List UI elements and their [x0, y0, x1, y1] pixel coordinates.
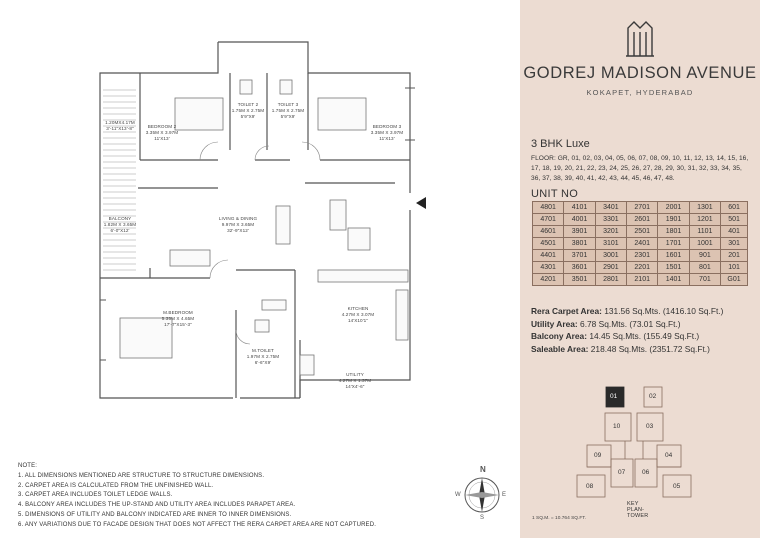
- unit-table-row: [533, 250, 748, 262]
- compass-east: E: [502, 492, 507, 498]
- unit-table-cell: G01: [721, 274, 748, 286]
- unit-table-row: [533, 262, 748, 274]
- unit-table-cell: 3701: [564, 250, 595, 262]
- unit-table-cell: 3201: [595, 226, 626, 238]
- unit-table-cell: 4801: [533, 202, 564, 214]
- keyplan-unit-06: 06: [642, 469, 650, 476]
- unit-table-cell: 4601: [533, 226, 564, 238]
- unit-table-cell: 2601: [627, 214, 658, 226]
- room-balcony-label: BALCONY 1.82M X 3.65M 6'-0"X12': [103, 216, 137, 233]
- unit-table-cell: 2801: [595, 274, 626, 286]
- unit-table-cell: 3301: [595, 214, 626, 226]
- compass-north: N: [480, 465, 486, 474]
- unit-table-cell: 2201: [627, 262, 658, 274]
- unit-table-cell: 901: [689, 250, 720, 262]
- room-bedroom2-label: BEDROOM 2 3.35M X 3.97M 11'X13': [145, 124, 179, 141]
- brand-logo-icon: [624, 20, 656, 58]
- keyplan-unit-07: 07: [618, 469, 626, 476]
- keyplan-unit-03: 03: [646, 423, 654, 430]
- unit-table-cell: 501: [721, 214, 748, 226]
- note-line: 6. ANY VARIATIONS DUE TO FACADE DESIGN THAT DOES NOT AFFECT THE RERA CARPET AREA ARE NOT CAPTURED.: [18, 521, 377, 528]
- unit-table-cell: 4301: [533, 262, 564, 274]
- compass-south: S: [480, 515, 485, 521]
- area-details: [531, 305, 723, 355]
- unit-table-cell: 301: [721, 238, 748, 250]
- unit-table-cell: 1201: [689, 214, 720, 226]
- unit-table-cell: 101: [721, 262, 748, 274]
- note-line: 3. CARPET AREA INCLUDES TOILET LEDGE WALLS.: [18, 492, 173, 499]
- floor-list: FLOOR: GR, 01, 02, 03, 04, 05, 06, 07, 08, 09, 10, 11, 12, 13, 14, 15, 16, 17, 18, 19, 20, 21, 22, 23, 24, 25, 26, 27, 28, 29, 30, 31, 32, 33, 34, 35, 36, 37, 38, 39, 40, 41, 42, 43, 44, 45, 46, 47, 48.: [531, 155, 749, 182]
- unit-type: 3 BHK Luxe: [531, 138, 590, 150]
- note-line: 4. BALCONY AREA INCLUDES THE UP-STAND AND UTILITY AREA INCLUDES PARAPET AREA.: [18, 502, 296, 509]
- unit-table-cell: 3601: [564, 262, 595, 274]
- brand-location: KOKAPET, HYDERABAD: [586, 88, 694, 97]
- notes-title: NOTE:: [18, 463, 38, 469]
- unit-table-cell: 3001: [595, 250, 626, 262]
- area-line-balcony: Balcony Area: 14.45 Sq.Mts. (155.49 Sq.Ft.): [531, 331, 700, 342]
- unit-table-cell: 1901: [658, 214, 689, 226]
- notes-block: [18, 462, 438, 531]
- unit-table-cell: 2301: [627, 250, 658, 262]
- unit-table-cell: 1101: [689, 226, 720, 238]
- area-line-utility: Utility Area: 6.78 Sq.Mts. (73.01 Sq.Ft.): [531, 318, 681, 329]
- unit-table-cell: 1401: [658, 274, 689, 286]
- unit-table-row: [533, 214, 748, 226]
- unit-table-cell: 4001: [564, 214, 595, 226]
- unit-table-cell: 1501: [658, 262, 689, 274]
- unit-table-cell: 201: [721, 250, 748, 262]
- brand-name: GODREJ MADISON AVENUE: [523, 64, 757, 82]
- room-mtoilet-label: M.TOILET 1.97M X 2.75M 6'-6"X9': [246, 348, 280, 365]
- note-line: 5. DIMENSIONS OF UTILITY AND BALCONY INDICATED ARE INNER TO INNER DIMENSIONS.: [18, 511, 292, 518]
- note-line: 1. ALL DIMENSIONS MENTIONED ARE STRUCTURE TO STRUCTURE DIMENSIONS.: [18, 472, 265, 479]
- keyplan-unit-01: 01: [610, 393, 618, 400]
- unit-table-row: [533, 274, 748, 286]
- room-bedroom3-label: BEDROOM 3 3.35M X 3.97M 11'X13': [370, 124, 404, 141]
- unit-table-cell: 3801: [564, 238, 595, 250]
- unit-table-cell: 3101: [595, 238, 626, 250]
- unit-table-cell: 2101: [627, 274, 658, 286]
- unit-table-cell: 3901: [564, 226, 595, 238]
- unit-table-cell: 2001: [658, 202, 689, 214]
- room-kitchen-label: KITCHEN 4.27M X 3.07M 14'X10'1": [341, 306, 375, 323]
- compass-west: W: [455, 492, 461, 498]
- room-toilet2-label: TOILET 2 1.75M X 2.75M 5'9"X9': [231, 102, 265, 119]
- note-line: 2. CARPET AREA IS CALCULATED FROM THE UNFINISHED WALL.: [18, 482, 214, 489]
- keyplan-unit-09: 09: [594, 452, 602, 459]
- unit-table-cell: 4701: [533, 214, 564, 226]
- keyplan-unit-10: 10: [613, 423, 621, 430]
- area-line-saleable: Saleable Area: 218.48 Sq.Mts. (2351.72 Sq.Ft.): [531, 343, 710, 354]
- unit-table-cell: 801: [689, 262, 720, 274]
- keyplan-unit-08: 08: [586, 483, 594, 490]
- unit-table-cell: 2901: [595, 262, 626, 274]
- conversion-note: 1 SQ.M. = 10.764 SQ.FT.: [532, 516, 586, 521]
- keyplan-unit-04: 04: [665, 452, 673, 459]
- compass: [454, 464, 510, 524]
- unit-number-table: [532, 201, 748, 286]
- unit-table-cell: 4101: [564, 202, 595, 214]
- unit-table-cell: 1001: [689, 238, 720, 250]
- unit-no-label: UNIT NO: [531, 188, 579, 200]
- keyplan-unit-05: 05: [673, 483, 681, 490]
- unit-table-cell: 4501: [533, 238, 564, 250]
- room-utility-label: UTILITY 4.27M X 1.37M 14'X4'-6": [338, 372, 372, 389]
- room-living-label: LIVING & DINING 9.97M X 3.65M 32'-9"X12': [218, 216, 258, 233]
- unit-table-cell: 2401: [627, 238, 658, 250]
- unit-table-cell: 1801: [658, 226, 689, 238]
- keyplan-unit-02: 02: [649, 393, 657, 400]
- unit-table-row: [533, 202, 748, 214]
- unit-table-cell: 1701: [658, 238, 689, 250]
- unit-table-cell: 601: [721, 202, 748, 214]
- area-line-carpet: Rera Carpet Area: 131.56 Sq.Mts. (1416.10 Sq.Ft.): [531, 306, 724, 316]
- unit-table-cell: 3501: [564, 274, 595, 286]
- unit-table-cell: 1601: [658, 250, 689, 262]
- unit-table-cell: 3401: [595, 202, 626, 214]
- unit-table-cell: 2501: [627, 226, 658, 238]
- room-toilet3-label: TOILET 3 1.75M X 2.75M 5'9"X9': [271, 102, 305, 119]
- unit-table-cell: 4401: [533, 250, 564, 262]
- room-upstand-label: 1.20MX4.17M 3'-11"X13'-8": [105, 120, 135, 131]
- unit-table-cell: 2701: [627, 202, 658, 214]
- unit-table-cell: 1301: [689, 202, 720, 214]
- unit-table-cell: 4201: [533, 274, 564, 286]
- unit-table-row: [533, 238, 748, 250]
- room-mbedroom-label: M.BEDROOM 5.35M X 4.65M 17'-7"X15'-3": [161, 310, 195, 327]
- unit-table-row: [533, 226, 748, 238]
- key-plan-label: KEY PLAN-TOWER: [627, 501, 649, 519]
- unit-table-cell: 701: [689, 274, 720, 286]
- unit-table-cell: 401: [721, 226, 748, 238]
